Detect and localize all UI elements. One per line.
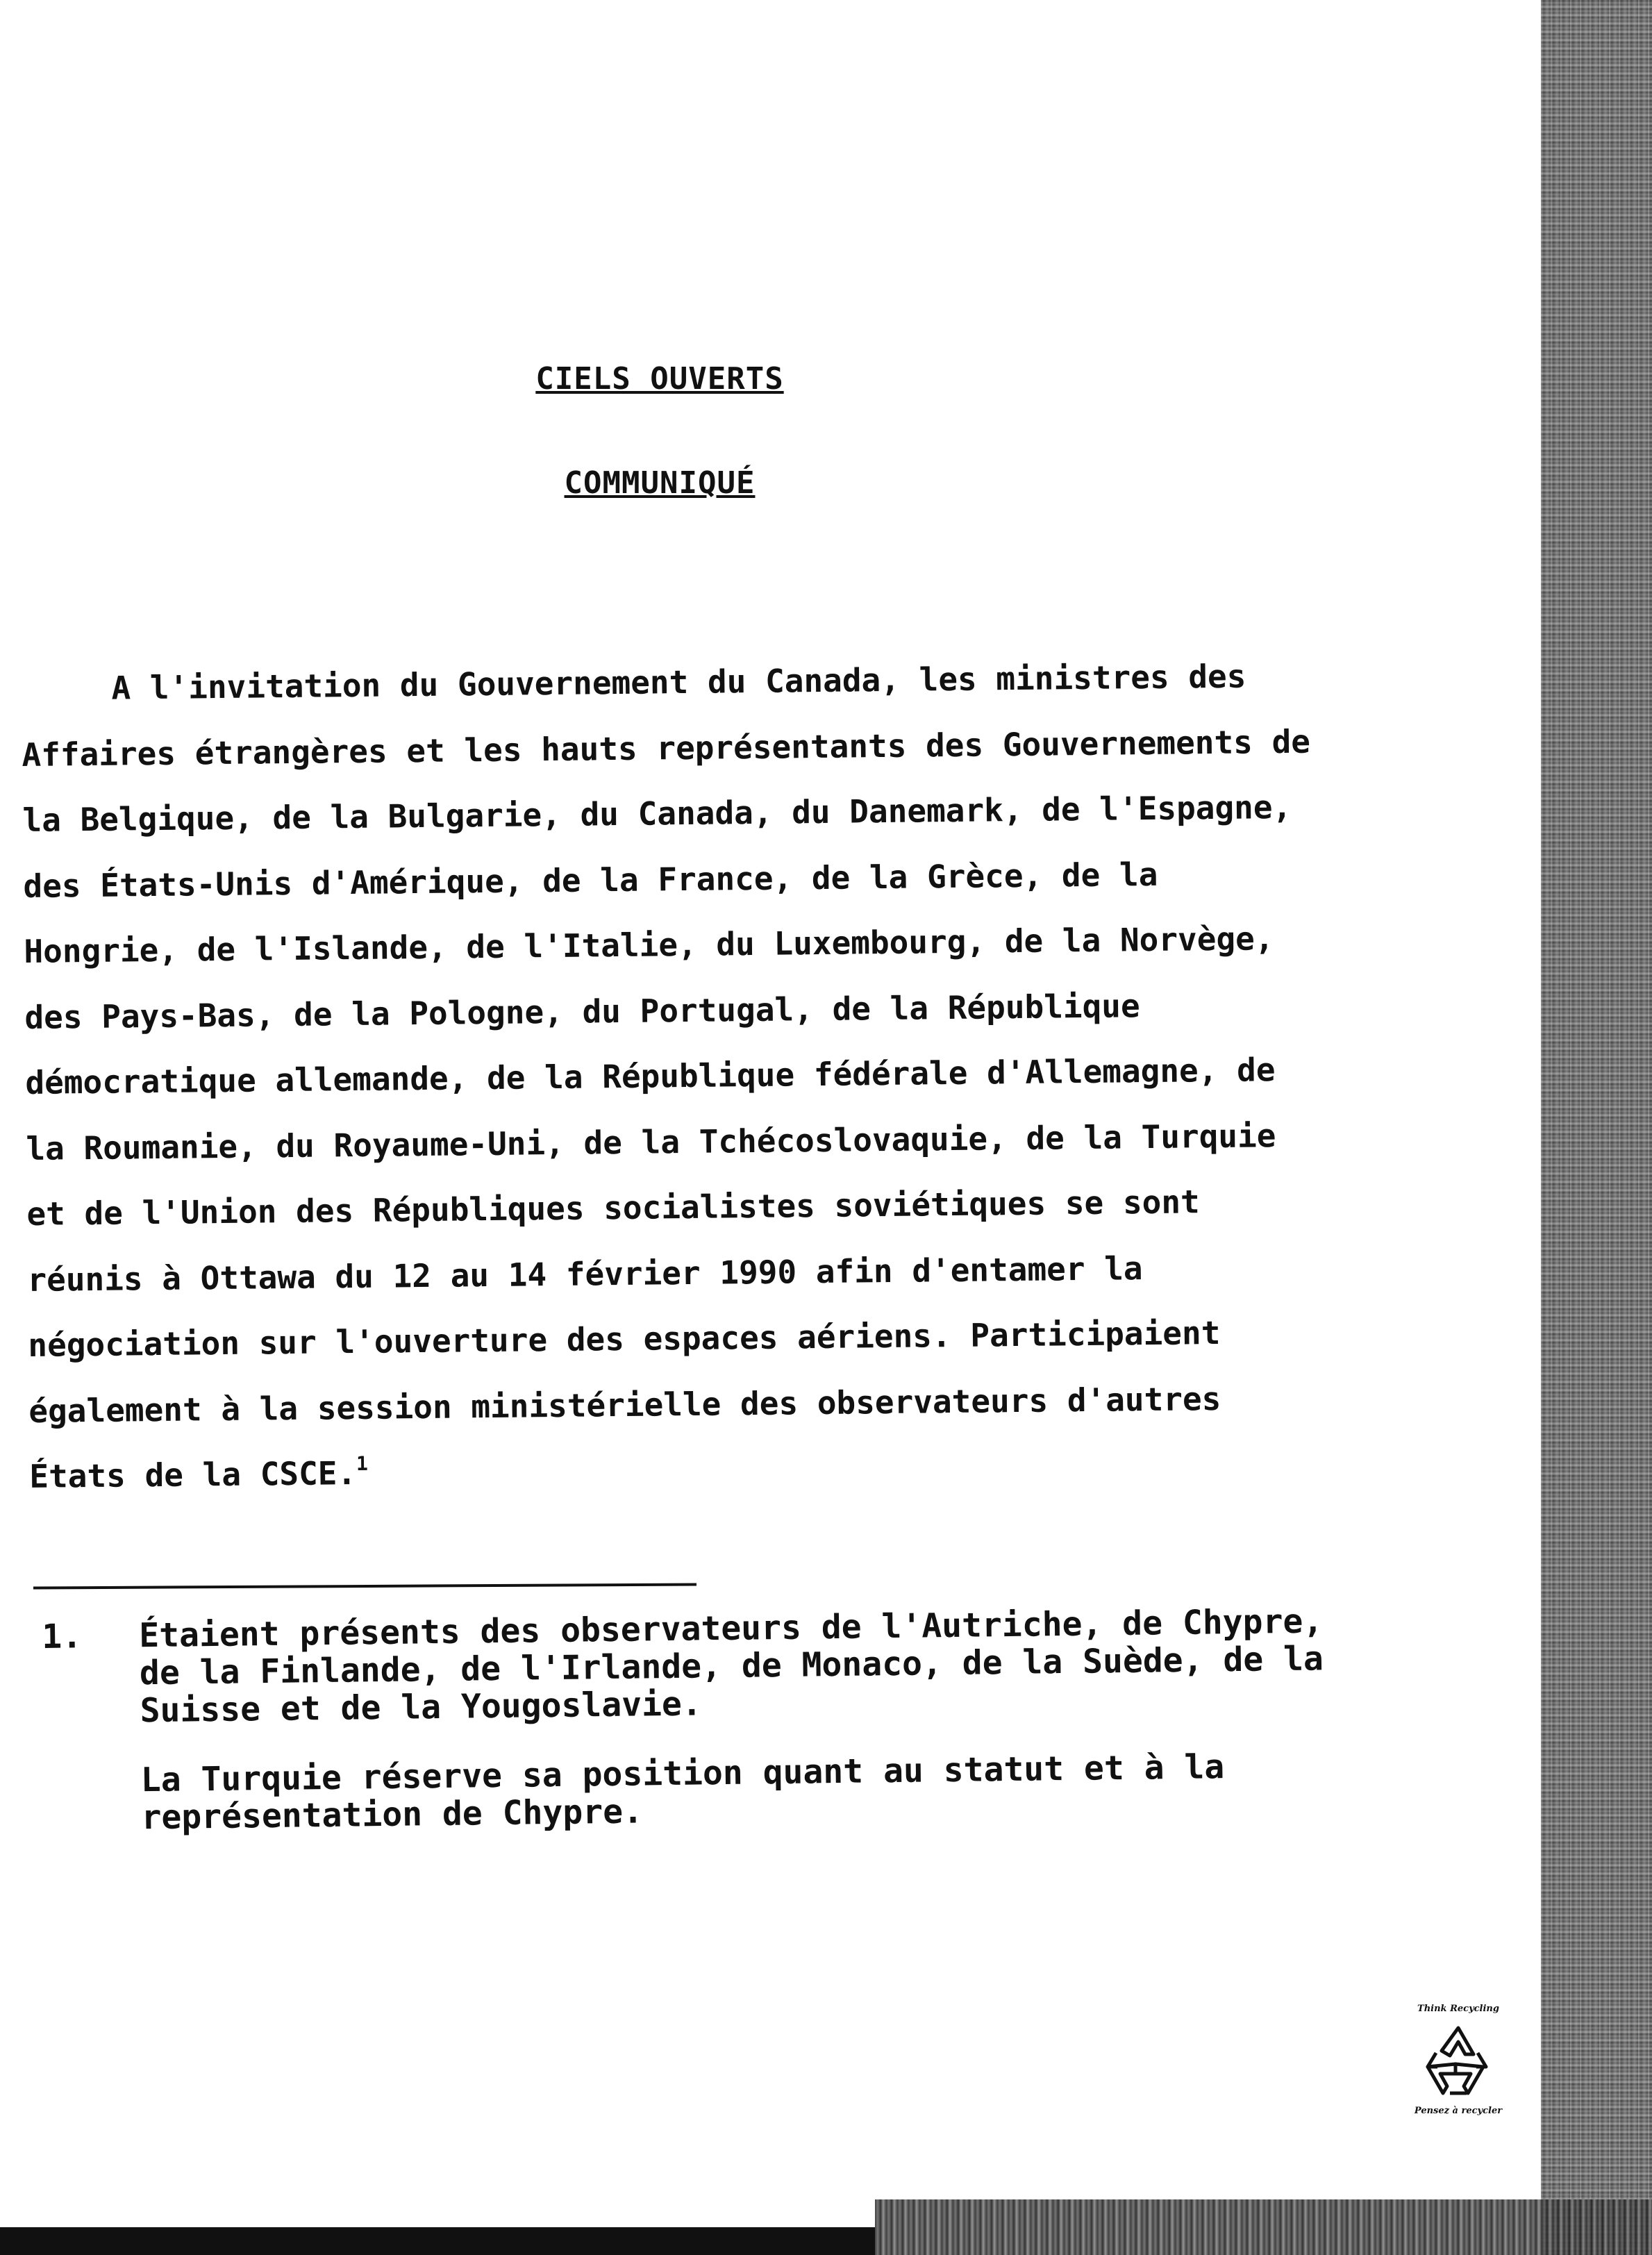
scan-bottom-noise <box>875 2199 1652 2255</box>
recycle-caption-top: Think Recycling <box>1417 2004 1499 2014</box>
body-text <box>21 642 1335 1509</box>
footnote-item <box>42 1602 1364 1870</box>
scan-bottom-bar <box>0 2227 875 2255</box>
footnote-number: 1. <box>41 1617 83 1656</box>
footnote-text <box>139 1602 1364 1868</box>
document-title: CIELS OUVERTS <box>535 361 784 397</box>
footnote-paragraph-2: La Turquie réserve sa position quant au statut et à la représentation de Chypre. <box>140 1747 1225 1838</box>
body-paragraph <box>21 642 1335 1509</box>
recycle-icon <box>1417 2018 1500 2102</box>
scan-edge-noise <box>1541 0 1652 2255</box>
recycle-caption-bottom: Pensez à recycler <box>1414 2106 1503 2116</box>
footnote-paragraph-1: Étaient présents des observateurs de l'Autriche, de Chypre, de la Finlande, de l'Irlande, de Monaco, de la Suède, de la Suisse et de la Yougoslavie. <box>138 1601 1324 1731</box>
body-paragraph-text: A l'invitation du Gouvernement du Canada, les ministres des Affaires étrangères et les hauts représentants des Gouvernements de la Belgique, de la Bulgarie, du Canada, du Danemark, de l'Espagne, des États-Unis d'Amérique, de la France, de la Grèce, de la Hongrie, de l'Islande, de l'Italie, du Luxembourg, de la Norvège, des Pays-Bas, de la Pologne, du Portugal, de la République démocratique allemande, de la République fédérale d'Allemagne, de la Roumanie, du Royaume-Uni, de la Tchécoslovaquie, de la Turquie et de l'Union des Républiques socialistes soviétiques se sont réunis à Ottawa du 12 au 14 février 1990 afin d'entamer la négociation sur l'ouverture des espaces aériens. Participaient également à la session ministérielle des observateurs d'autres États de la CSCE. <box>22 657 1311 1495</box>
footnote-reference: 1 <box>356 1451 369 1476</box>
footnote-block <box>42 1602 1364 1870</box>
document-subtitle: COMMUNIQUÉ <box>564 465 756 501</box>
footnote-separator <box>33 1583 696 1589</box>
recycle-logo <box>1403 2004 1514 2142</box>
